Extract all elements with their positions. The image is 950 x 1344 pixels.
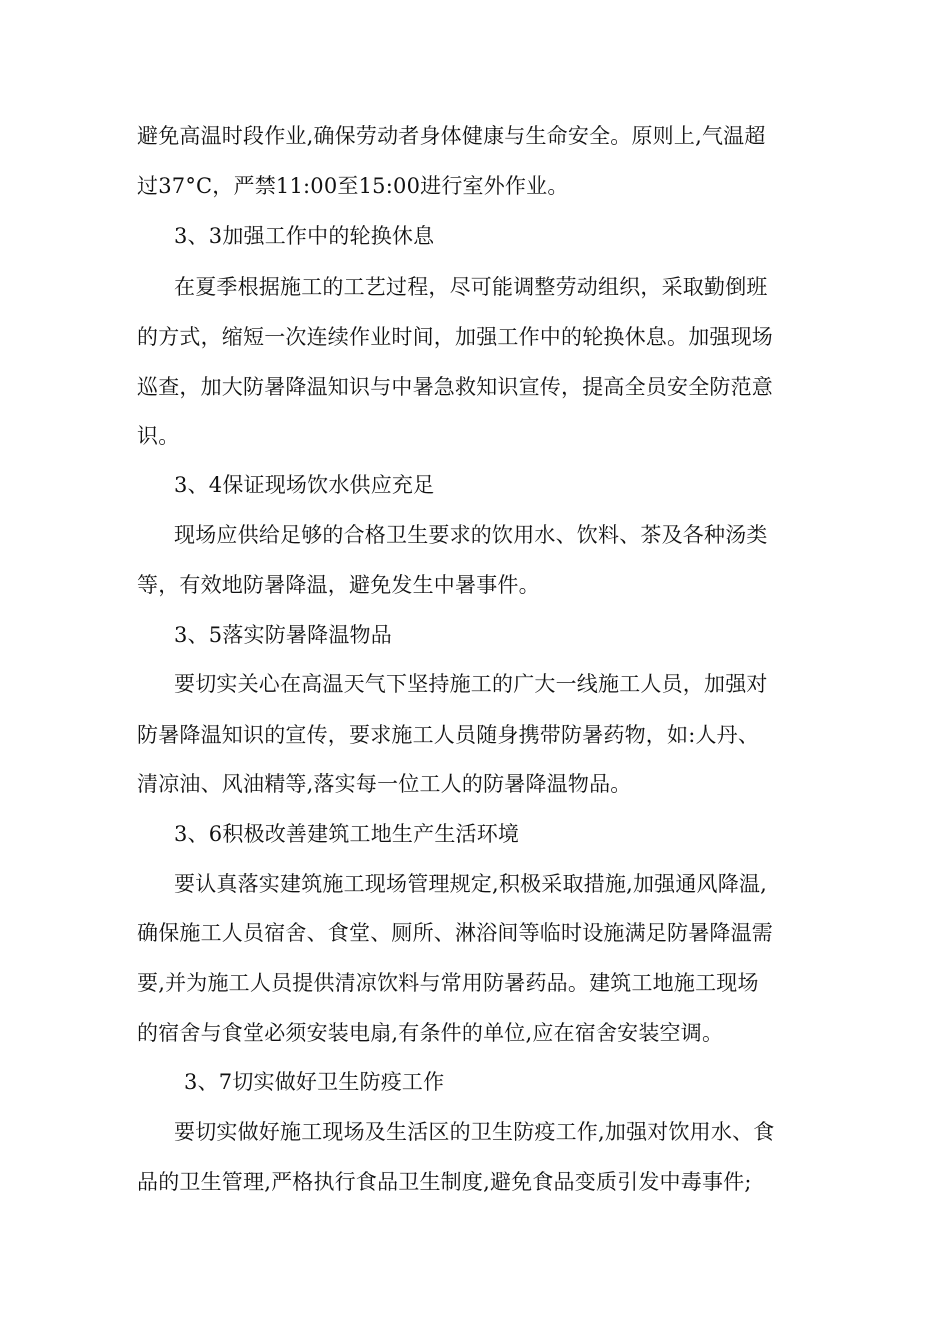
body-text-line: 确保施工人员宿舍、食堂、厕所、淋浴间等临时设施满足防暑降温需 (137, 921, 773, 945)
section-heading: 3、4保证现场饮水供应充足 (174, 473, 435, 497)
body-text-line: 要切实关心在高温天气下坚持施工的广大一线施工人员，加强对 (174, 672, 768, 696)
body-text-line: 识。 (137, 424, 180, 448)
section-heading: 3、3加强工作中的轮换休息 (174, 224, 435, 248)
body-text-line: 清凉油、风油精等,落实每一位工人的防暑降温物品。 (137, 772, 632, 796)
body-text-line: 要切实做好施工现场及生活区的卫生防疫工作,加强对饮用水、食 (174, 1120, 775, 1144)
section-heading: 3、5落实防暑降温物品 (174, 623, 392, 647)
body-text-line: 在夏季根据施工的工艺过程，尽可能调整劳动组织，采取勤倒班 (174, 275, 768, 299)
body-text-line: 避免高温时段作业,确保劳动者身体健康与生命安全。原则上,气温超 (137, 124, 766, 148)
body-text-line: 过37°C，严禁11:00至15:00进行室外作业。 (137, 174, 569, 198)
body-text-line: 要,并为施工人员提供清凉饮料与常用防暑药品。建筑工地施工现场 (137, 971, 759, 995)
body-text-line: 要认真落实建筑施工现场管理规定,积极采取措施,加强通风降温, (174, 872, 768, 896)
body-text-line: 等，有效地防暑降温，避免发生中暑事件。 (137, 573, 540, 597)
body-text-line: 品的卫生管理,严格执行食品卫生制度,避免食品变质引发中毒事件; (137, 1170, 752, 1194)
body-text-line: 的方式，缩短一次连续作业时间，加强工作中的轮换休息。加强现场 (137, 325, 773, 349)
body-text-line: 巡查，加大防暑降温知识与中暑急救知识宣传，提高全员安全防范意 (137, 375, 773, 399)
body-text-line: 现场应供给足够的合格卫生要求的饮用水、饮料、茶及各种汤类 (174, 523, 768, 547)
body-text-line: 的宿舍与食堂必须安装电扇,有条件的单位,应在宿舍安装空调。 (137, 1021, 724, 1045)
section-heading: 3、6积极改善建筑工地生产生活环境 (174, 822, 520, 846)
body-text-line: 防暑降温知识的宣传，要求施工人员随身携带防暑药物，如:人丹、 (137, 723, 760, 747)
section-heading: 3、7切实做好卫生防疫工作 (184, 1070, 445, 1094)
